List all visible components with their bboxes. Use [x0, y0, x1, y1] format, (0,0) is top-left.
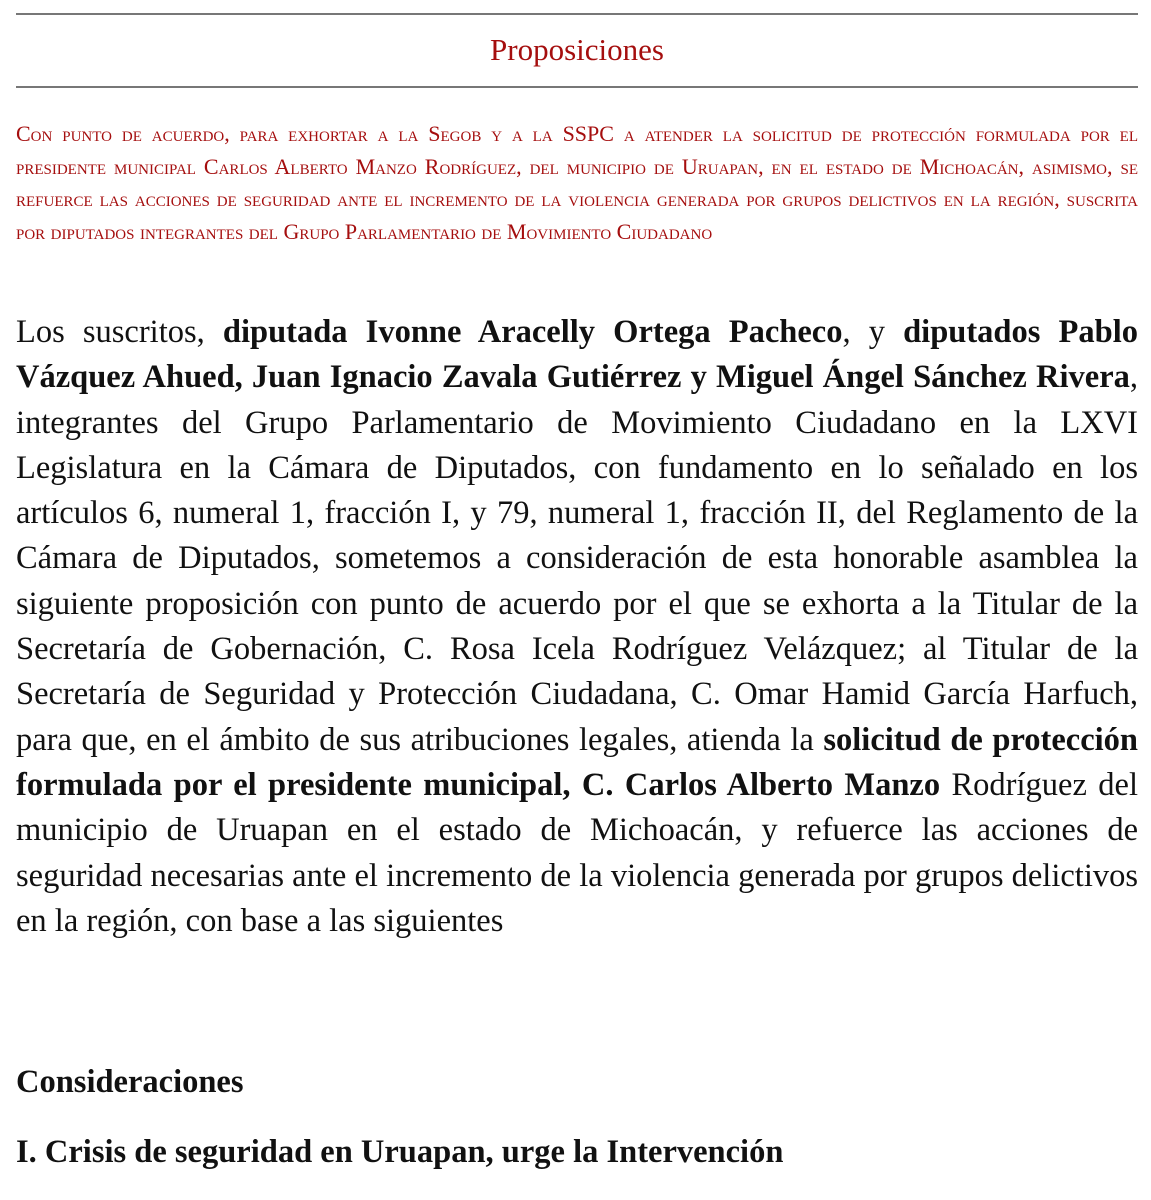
- proposal-subject: Con punto de acuerdo, para exhortar a la Segob y a la SSPC a atender la solicitud de protección formulada por el presidente municipal Carlos Alberto Manzo Rodríguez, del municipio de Uruapan, en el estado de Michoacán, asimismo, se refuerce las acciones de seguridad ante el incremento de la violencia generada por grupos delictivos en la región, suscrita por diputados integrantes del Grupo Parlamentario de Movimiento Ciudadano: [16, 121, 1138, 244]
- body-text-4: Rodríguez del municipio de Uruapan en el estado de Michoacán, y refuerce las acciones de seguridad necesarias ante el incremento de la violencia generada por grupos delictivos en la región, con base a las siguientes: [16, 766, 1138, 939]
- body-text-3: , integrantes del Grupo Parlamentario de Movimiento Ciudadano en la LXVI Legislatura en la Cámara de Diputados, con fundamento en lo señalado en los artículos 6, numeral 1, fracción I, y 79, numeral 1, fracción II, del Reglamento de la Cámara de Diputados, sometemos a consideración de esta honorable asamblea la siguiente proposición con punto de acuerdo por el que se exhorta a la Titular de la Secretaría de Gobernación, C. Rosa Icela Rodríguez Velázquez; al Titular de la Secretaría de Seguridad y Protección Ciudadana, C. Omar Hamid García Harfuch, para que, en el ámbito de sus atribuciones legales, atienda la: [16, 359, 1138, 758]
- heading-crisis-uruapan: I. Crisis de seguridad en Uruapan, urge la Intervención: [16, 1134, 784, 1170]
- body-text-1: Los suscritos,: [16, 314, 223, 350]
- proposal-body: [16, 310, 1138, 944]
- body-bold-1: diputada Ivonne Aracelly Ortega Pacheco: [222, 314, 843, 350]
- body-bold-3: solicitud de protección formulada por el presidente municipal, C. Carlos Alberto Manzo: [16, 721, 1139, 803]
- heading-consideraciones: Consideraciones: [16, 1064, 244, 1100]
- bottom-divider: [16, 86, 1138, 88]
- body-bold-2: diputados Pablo Vázquez Ahued, Juan Ignacio Zavala Gutiérrez y Miguel Ángel Sánchez Rivera: [16, 314, 1138, 396]
- body-text-2: , y: [842, 314, 904, 350]
- section-title: Proposiciones: [490, 32, 664, 67]
- top-divider: [16, 13, 1138, 15]
